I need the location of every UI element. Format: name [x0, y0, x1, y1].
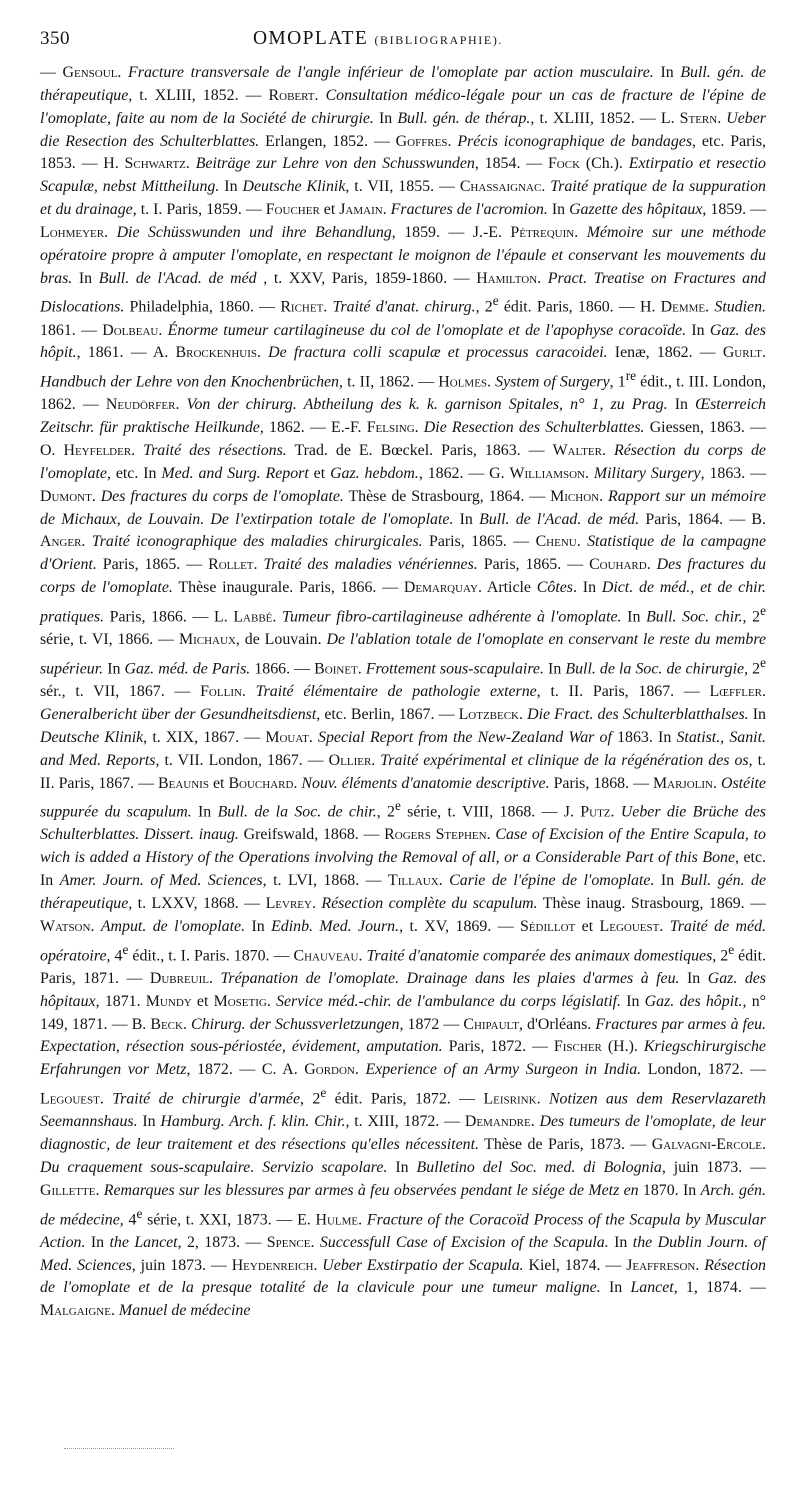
bibliography-paragraph: — Gensoul. Fracture transversale de l'angle inférieur de l'omoplate par action musculaire. In Bull. gén. de thérapeutique, t. XLIII, 1852. — Robert. Consultation médico-légale pour un cas de fracture de l'épine de l'omoplate, faite au nom de la Société de chirurgie. In Bull. gén. de thérap., t. XLIII, 1852. — L. Stern. Ueber die Resection des Schulterblattes. Erlangen, 1852. — Goffres. Précis iconographique de bandages, etc. Paris, 1853. — H. Schwartz. Beiträge zur Lehre von den Schusswunden, 1854. — Fock (Ch.). Extirpatio et resectio Scapulæ, nebst Mittheilung. In Deutsche Klinik, t. VII, 1855. — Chassaignac. Traité pratique de la suppuration et du drainage, t. I. Paris, 1859. — Foucher et Jamain. Fractures de l'acromion. In Gazette des hôpitaux, 1859. — Lohmeyer. Die Schüsswunden und ihre Behandlung, 1859. — J.-E. Pétrequin. Mémoire sur une méthode opératoire propre à amputer l'omoplate, en respectant le moignon de l'épaule et conservant les mouvements du bras. In Bull. de l'Acad. de méd , t. XXV, Paris, 1859-1860. — Hamilton. Pract. Treatise on Fractures and Dislocations. Philadelphia, 1860. — Richet. Traité d'anat. chirurg., 2e édit. Paris, 1860. — H. Demme. Studien. 1861. — Dolbeau. Énorme tumeur cartilagineuse du col de l'omoplate et de l'apophyse coracoïde. In Gaz. des hôpit., 1861. — A. Brockenhuis. De fractura colli scapulæ et processus caracoidei. Ienæ, 1862. — Gurlt. Handbuch der Lehre von den Knochenbrüchen, t. II, 1862. — Holmes. System of Surgery, 1re édit., t. III. London, 1862. — Neudörfer. Von der chirurg. Abtheilung des k. k. garnison Spitales, n° 1, zu Prag. In Œsterreich Zeitschr. für praktische Heilkunde, 1862. — E.-F. Felsing. Die Resection des Schulterblattes. Giessen, 1863. — O. Heyfelder. Traité des résections. Trad. de E. Bœckel. Paris, 1863. — Walter. Résection du corps de l'omoplate, etc. In Med. and Surg. Report et Gaz. hebdom., 1862. — G. Williamson. Military Surgery, 1863. — Dumont. Des fractures du corps de l'omoplate. Thèse de Strasbourg, 1864. — Michon. Rapport sur un mémoire de Michaux, de Louvain. De l'extirpation totale de l'omoplate. In Bull. de l'Acad. de méd. Paris, 1864. — B. Anger. Traité iconographique des maladies chirurgicales. Paris, 1865. — Chenu. Statistique de la campagne d'Orient. Paris, 1865. — Rollet. Traité des maladies vénériennes. Paris, 1865. — Couhard. Des fractures du corps de l'omoplate. Thèse inaugurale. Paris, 1866. — Demarquay. Article Côtes. In Dict. de méd., et de chir. pratiques. Paris, 1866. — L. Labbé. Tumeur fibro-cartilagineuse adhérente à l'omoplate. In Bull. Soc. chir., 2e série, t. VI, 1866. — Michaux, de Louvain. De l'ablation totale de l'omoplate en conservant le reste du membre supérieur. In Gaz. méd. de Paris. 1866. — Boinet. Frottement sous-scapulaire. In Bull. de la Soc. de chirurgie, 2e sér., t. VII, 1867. — Follin. Traité élémentaire de pathologie externe, t. II. Paris, 1867. — Lœffler. Generalbericht über der Gesundheitsdienst, etc. Berlin, 1867. — Lotzbeck. Die Fract. des Schulterblatthalses. In Deutsche Klinik, t. XIX, 1867. — Mouat. Special Report from the New-Zealand War of 1863. In Statist., Sanit. and Med. Reports, t. VII. London, 1867. — Ollier. Traité expérimental et clinique de la régénération des os, t. II. Paris, 1867. — Beaunis et Bouchard. Nouv. éléments d'anatomie descriptive. Paris, 1868. — Marjolin. Ostéite suppurée du scapulum. In Bull. de la Soc. de chir., 2e série, t. VIII, 1868. — J. Putz. Ueber die Brüche des Schulterblattes. Dissert. inaug. Greifswald, 1868. — Rogers Stephen. Case of Excision of the Entire Scapula, to wich is added a History of the Operations involving the Removal of all, or a Considerable Part of this Bone, etc. In Amer. Journ. of Med. Sciences, t. LVI, 1868. — Tillaux. Carie de l'épine de l'omoplate. In Bull. gén. de thérapeutique, t. LXXV, 1868. — Levrey. Résection complète du scapulum. Thèse inaug. Strasbourg, 1869. — Watson. Amput. de l'omoplate. In Edinb. Med. Journ., t. XV, 1869. — Sédillot et Legouest. Traité de méd. opératoire, 4e édit., t. I. Paris. 1870. — Chauveau. Traité d'anatomie comparée des animaux domestiques, 2e édit. Paris, 1871. — Dubreuil. Trépanation de l'omoplate. Drainage dans les plaies d'armes à feu. In Gaz. des hôpitaux, 1871. Mundy et Mosetig. Service méd.-chir. de l'ambulance du corps législatif. In Gaz. des hôpit., n° 149, 1871. — B. Beck. Chirurg. der Schussverletzungen, 1872 — Chipault, d'Orléans. Fractures par armes à feu. Expectation, résection sous-périostée, évidement, amputation. Paris, 1872. — Fischer (H.). Kriegschirurgische Erfahrungen vor Metz, 1872. — C. A. Gordon. Experience of an Army Surgeon in India. London, 1872. — Legouest. Traité de chirurgie d'armée, 2e édit. Paris, 1872. — Leisrink. Notizen aus dem Reservlazareth Seemannshaus. In Hamburg. Arch. f. klin. Chir., t. XIII, 1872. — Demandre. Des tumeurs de l'omoplate, de leur diagnostic, de leur traitement et des résections qu'elles nécessitent. Thèse de Paris, 1873. — Galvagni-Ercole. Du craquement sous-scapulaire. Servizio scapolare. In Bulletino del Soc. med. di Bolognia, juin 1873. — Gillette. Remarques sur les blessures par armes à feu observées pendant le siége de Metz en 1870. In Arch. gén. de médecine, 4e série, t. XXI, 1873. — E. Hulme. Fracture of the Coracoïd Process of the Scapula by Muscular Action. In the Lancet, 2, 1873. — Spence. Successfull Case of Excision of the Scapula. In the Dublin Journ. of Med. Sciences, juin 1873. — Heydenreich. Ueber Exstirpatio der Scapula. Kiel, 1874. — Jeaffreson. Résection de l'omoplate et de la presque totalité de la clavicule pour une tumeur maligne. In Lancet, 1, 1874. — Malgaigne. Manuel de médecine [40, 64, 767, 1320]
bibliography-text [40, 62, 766, 1323]
footer-rule [64, 1448, 174, 1449]
page-header [40, 28, 766, 62]
running-title-main: OMOPLATE [252, 28, 369, 49]
running-title [70, 28, 766, 50]
running-title-subtitle: (BIBLIOGRAPHIE). [374, 33, 504, 47]
page-number: 350 [40, 28, 70, 49]
